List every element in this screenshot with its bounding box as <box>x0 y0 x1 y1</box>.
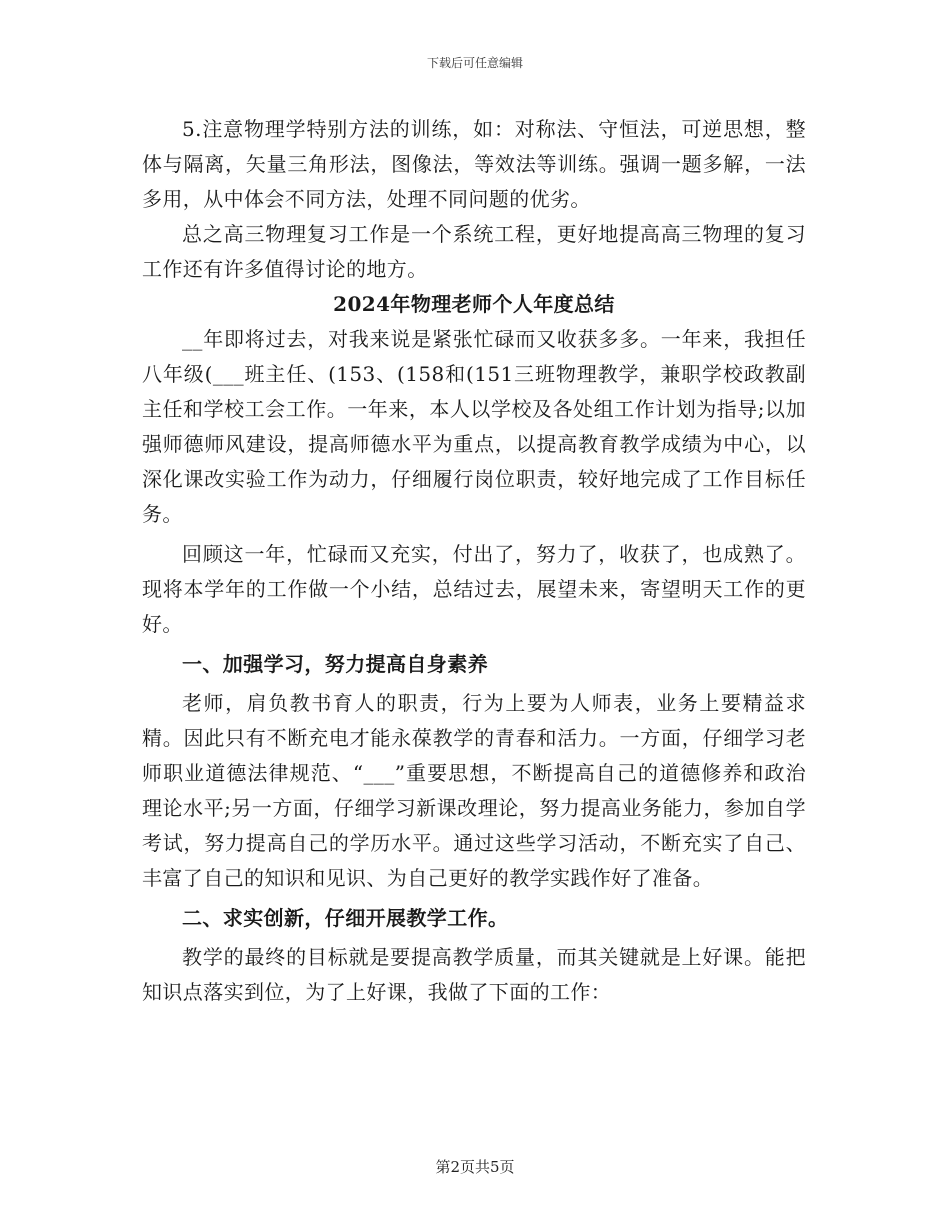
paragraph-review: 回顾这一年，忙碌而又充实，付出了，努力了，收获了，也成熟了。现将本学年的工作做一个小结，总结过去，展望未来，寄望明天工作的更好。 <box>142 542 806 636</box>
paragraph-method-training: 5.注意物理学特别方法的训练，如：对称法、守恒法，可逆思想，整体与隔离，矢量三角形法，图像法，等效法等训练。强调一题多解，一法多用，从中体会不同方法，处理不同问题的优劣。 <box>142 117 806 211</box>
paragraph-intro: __年即将过去，对我来说是紧张忙碌而又收获多多。一年来，我担任八年级(___班主任、(153、(158和(151三班物理教学，兼职学校政教副主任和学校工会工作。一年来，本人以学校及各处组工作计划为指导;以加强师德师风建设，提高师德水平为重点，以提高教育教学成绩为中心，以深化课改实验工作为动力，仔细履行岗位职责，较好地完成了工作目标任务。 <box>142 327 806 526</box>
section-heading-study: 一、加强学习，努力提高自身素养 <box>182 652 488 676</box>
paragraph-conclusion: 总之高三物理复习工作是一个系统工程，更好地提高高三物理的复习工作还有许多值得讨论的地方。 <box>142 222 806 281</box>
page-header: 下载后可任意编辑 <box>426 56 523 70</box>
section-heading-teaching: 二、求实创新，仔细开展教学工作。 <box>182 906 509 930</box>
page-number: 第2页共5页 <box>435 1158 515 1176</box>
document-title: 2024年物理老师个人年度总结 <box>333 292 615 316</box>
document-body <box>142 112 806 1010</box>
paragraph-study: 老师，肩负教书育人的职责，行为上要为人师表，业务上要精益求精。因此只有不断充电才能永葆教学的青春和活力。一方面，仔细学习老师职业道德法律规范、“___”重要思想，不断提高自己的道德修养和政治理论水平;另一方面，仔细学习新课改理论，努力提高业务能力，参加自学考试，努力提高自己的学历水平。通过这些学习活动，不断充实了自己、丰富了自己的知识和见识、为自己更好的教学实践作好了准备。 <box>142 691 806 890</box>
paragraph-teaching: 教学的最终的目标就是要提高教学质量，而其关键就是上好课。能把知识点落实到位，为了上好课，我做了下面的工作： <box>142 945 806 1004</box>
